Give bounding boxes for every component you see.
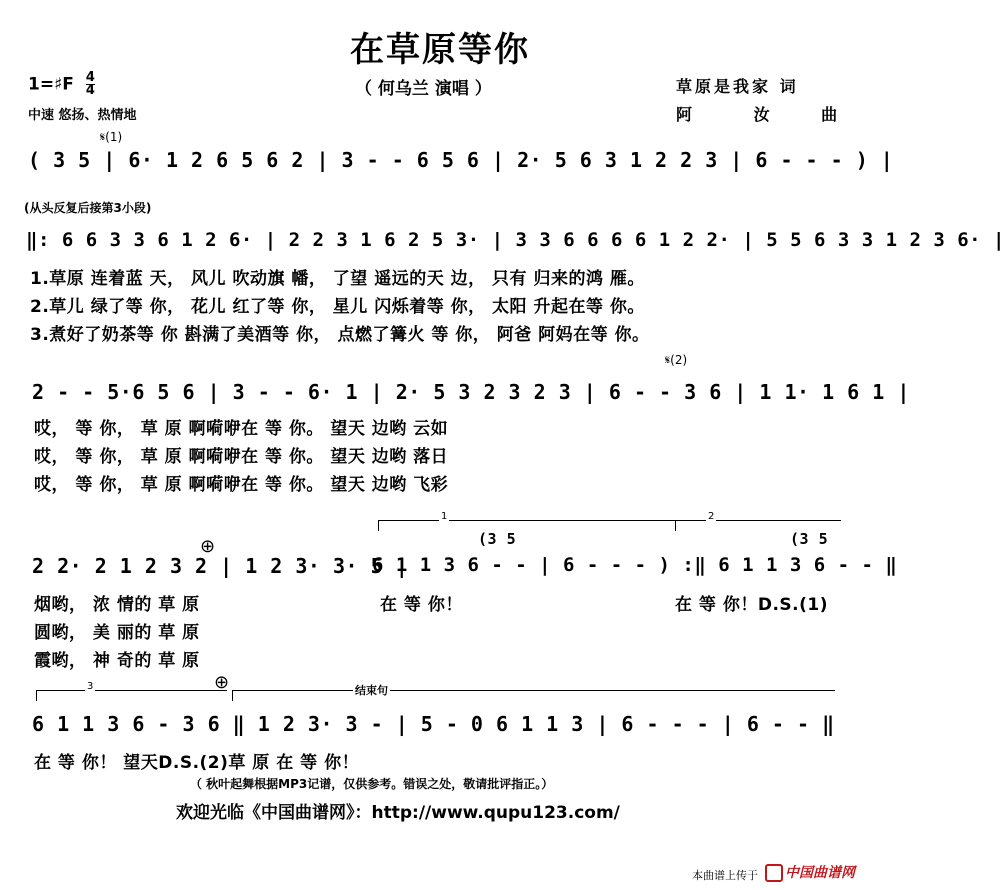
row3-lyric-3: 霞哟， 神 奇的 草 原 <box>34 651 200 671</box>
ending-bracket <box>232 684 835 701</box>
row2-lyric-3: 哎， 等 你， 草 原 啊嗬咿在 等 你。 望天 边哟 飞彩 <box>34 475 449 495</box>
logo-icon <box>765 864 783 882</box>
singer-credit: （ 何乌兰 演唱 ） <box>355 79 492 99</box>
tempo-marking: 中速 悠扬、热情地 <box>28 108 137 123</box>
lyricist-credit: 草原是我家 词 <box>676 77 799 96</box>
volta-1-label: 1 <box>441 511 448 522</box>
coda-sign-2: ⊕ <box>214 672 230 693</box>
coda-sign-1: ⊕ <box>200 536 216 557</box>
time-bottom: 4 <box>85 83 95 98</box>
bracket-35-1: (3 5 <box>478 530 517 548</box>
row1-lyric-2: 2.草儿 绿了等 你， 花儿 红了等 你， 星儿 闪烁着等 你， 太阳 升起在等 你。 <box>30 297 645 317</box>
score-title: 在草原等你 <box>350 30 530 70</box>
row1-music: ‖: 6 6 3 3 6 1 2 6· | 2 2 3 1 6 2 5 3· | 3 3 6 6 6 6 1 2 2· | 5 5 6 3 3 1 2 3 6· | <box>26 229 1005 251</box>
repeat-note: (从头反复后接第3小段) <box>24 201 152 215</box>
row2-music: 2 - - 5·6 5 6 | 3 - - 6· 1 | 2· 5 3 2 3 2 3 | 6 - - 3 6 | 1 1· 1 6 1 | <box>32 380 910 404</box>
site-logo <box>765 862 855 882</box>
row3-music-a: 2 2· 2 1 2 3 2 | 1 2 3· 3· 5 | <box>32 554 409 578</box>
volta-1-bracket <box>378 511 709 531</box>
volta-3-label: 3 <box>87 681 94 692</box>
row3-lyric-1c: 在 等 你！D.S.(1) <box>675 595 828 615</box>
transcription-note: （ 秋叶起舞根据MP3记谱，仅供参考。错误之处，敬请批评指正。） <box>190 777 554 791</box>
row2-lyric-2: 哎， 等 你， 草 原 啊嗬咿在 等 你。 望天 边哟 落日 <box>34 447 449 467</box>
website-welcome: 欢迎光临《中国曲谱网》：http://www.qupu123.com/ <box>176 803 620 823</box>
logo-text: 中国曲谱网 <box>785 865 855 881</box>
time-top: 4 <box>85 70 95 85</box>
key-signature <box>28 72 95 97</box>
volta-3-bracket <box>36 681 227 701</box>
bracket-35-2: (3 5 <box>790 530 829 548</box>
segno-2: 𝄋(2) <box>665 353 688 367</box>
row3-lyric-2: 圆哟， 美 丽的 草 原 <box>34 623 200 643</box>
row3-lyric-1b: 在 等 你！ <box>380 595 463 615</box>
composer-credit <box>676 102 837 125</box>
ending-label: 结束句 <box>355 684 388 697</box>
row4-lyric: 在 等 你！ 望天D.S.(2)草 原 在 等 你！ <box>34 753 360 773</box>
row4-music: 6 1 1 3 6 - 3 6 ‖ 1 2 3· 3 - | 5 - 0 6 1 1 3 | 6 - - - | 6 - - ‖ <box>32 712 835 736</box>
upload-note: 本曲谱上传于 <box>692 869 758 882</box>
row1-lyric-3: 3.煮好了奶茶等 你 斟满了美酒等 你， 点燃了篝火 等 你， 阿爸 阿妈在等 你。 <box>30 325 650 345</box>
volta-2-label: 2 <box>708 511 715 522</box>
row3-lyric-1a: 烟哟， 浓 情的 草 原 <box>34 595 200 615</box>
row2-lyric-1: 哎， 等 你， 草 原 啊嗬咿在 等 你。 望天 边哟 云如 <box>34 419 449 439</box>
time-signature <box>86 72 95 97</box>
composer-role: 曲 <box>821 105 838 124</box>
composer-name: 阿 汝 <box>676 105 798 124</box>
intro-music: ( 3 5 | 6· 1 2 6 5 6 2 | 3 - - 6 5 6 | 2· 5 6 3 1 2 2 3 | 6 - - - ) | <box>28 148 894 172</box>
row1-lyric-1: 1.草原 连着蓝 天， 风儿 吹动旗 幡， 了望 遥远的天 边， 只有 归来的鸿 雁。 <box>30 269 645 289</box>
row3-music-b: 6 1 1 3 6 - - | 6 - - - ) :‖ 6 1 1 3 6 - - ‖ <box>372 554 898 576</box>
key-label: 1=♯F <box>28 74 74 95</box>
segno-1: 𝄋(1) <box>100 130 123 144</box>
